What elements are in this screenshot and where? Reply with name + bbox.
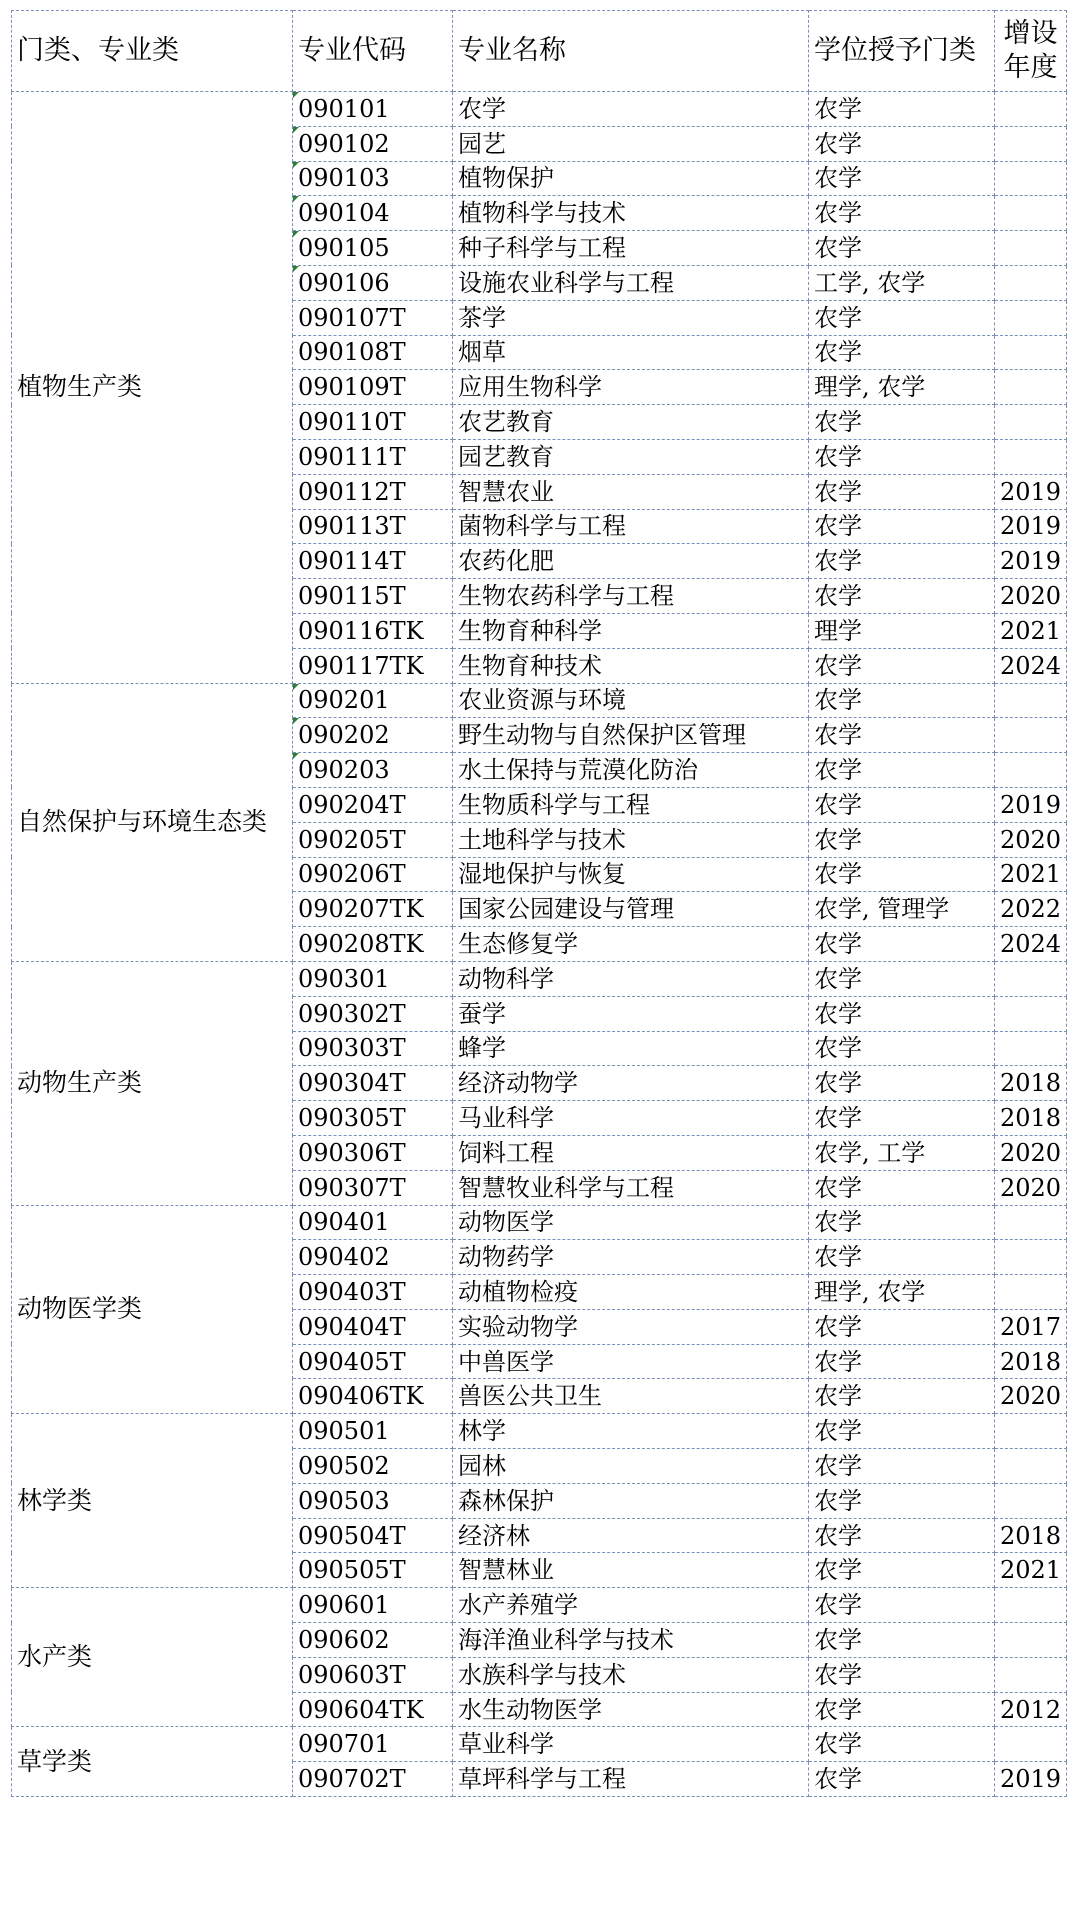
name-cell: 园艺教育 — [453, 439, 809, 474]
code-cell: 090201 — [293, 683, 453, 718]
year-cell — [995, 405, 1067, 440]
code-cell: 090603T — [293, 1657, 453, 1692]
degree-cell: 农学 — [809, 996, 995, 1031]
code-cell: 090115T — [293, 579, 453, 614]
year-cell — [995, 370, 1067, 405]
code-cell: 090604TK — [293, 1692, 453, 1727]
name-cell: 生物农药科学与工程 — [453, 579, 809, 614]
year-cell — [995, 335, 1067, 370]
year-cell — [995, 1449, 1067, 1484]
code-cell: 090504T — [293, 1518, 453, 1553]
code-cell: 090202 — [293, 718, 453, 753]
degree-cell: 农学 — [809, 1588, 995, 1623]
year-cell — [995, 996, 1067, 1031]
year-cell: 2019 — [995, 509, 1067, 544]
code-cell: 090302T — [293, 996, 453, 1031]
degree-cell: 农学 — [809, 1692, 995, 1727]
code-cell: 090303T — [293, 1031, 453, 1066]
code-cell: 090601 — [293, 1588, 453, 1623]
header-year: 增设年度 — [995, 11, 1067, 92]
code-cell: 090305T — [293, 1101, 453, 1136]
code-cell: 090402 — [293, 1240, 453, 1275]
name-cell: 饲料工程 — [453, 1135, 809, 1170]
degree-cell: 农学 — [809, 718, 995, 753]
name-cell: 生物育种科学 — [453, 613, 809, 648]
degree-cell: 农学 — [809, 1379, 995, 1414]
degree-cell: 农学 — [809, 1101, 995, 1136]
degree-cell: 农学 — [809, 1240, 995, 1275]
degree-cell: 农学 — [809, 1170, 995, 1205]
name-cell: 菌物科学与工程 — [453, 509, 809, 544]
year-cell: 2024 — [995, 927, 1067, 962]
code-cell: 090106 — [293, 265, 453, 300]
table-row — [12, 961, 1067, 996]
name-cell: 土地科学与技术 — [453, 822, 809, 857]
name-cell: 生物质科学与工程 — [453, 787, 809, 822]
year-cell: 2019 — [995, 787, 1067, 822]
year-cell — [995, 126, 1067, 161]
code-cell: 090602 — [293, 1623, 453, 1658]
name-cell: 农艺教育 — [453, 405, 809, 440]
degree-cell: 农学 — [809, 961, 995, 996]
year-cell: 2018 — [995, 1066, 1067, 1101]
degree-cell: 农学 — [809, 927, 995, 962]
code-cell: 090503 — [293, 1483, 453, 1518]
name-cell: 草业科学 — [453, 1727, 809, 1762]
degree-cell: 理学, 农学 — [809, 370, 995, 405]
degree-cell: 农学 — [809, 1344, 995, 1379]
year-cell — [995, 1588, 1067, 1623]
degree-cell: 农学 — [809, 753, 995, 788]
code-cell: 090110T — [293, 405, 453, 440]
degree-cell: 理学, 农学 — [809, 1275, 995, 1310]
year-cell: 2020 — [995, 1379, 1067, 1414]
header-category: 门类、专业类 — [12, 11, 293, 92]
year-cell — [995, 718, 1067, 753]
table-header — [12, 11, 1067, 92]
degree-cell: 农学 — [809, 196, 995, 231]
category-cell: 动物生产类 — [12, 961, 293, 1205]
year-cell — [995, 231, 1067, 266]
year-cell: 2020 — [995, 1170, 1067, 1205]
header-code: 专业代码 — [293, 11, 453, 92]
degree-cell: 农学 — [809, 335, 995, 370]
name-cell: 植物科学与技术 — [453, 196, 809, 231]
code-cell: 090207TK — [293, 892, 453, 927]
year-cell — [995, 161, 1067, 196]
code-cell: 090104 — [293, 196, 453, 231]
code-cell: 090505T — [293, 1553, 453, 1588]
degree-cell: 农学 — [809, 1449, 995, 1484]
degree-cell: 工学, 农学 — [809, 265, 995, 300]
name-cell: 园林 — [453, 1449, 809, 1484]
year-cell — [995, 1205, 1067, 1240]
degree-cell: 农学 — [809, 1205, 995, 1240]
code-cell: 090204T — [293, 787, 453, 822]
code-cell: 090401 — [293, 1205, 453, 1240]
degree-cell: 农学, 工学 — [809, 1135, 995, 1170]
header-row — [12, 11, 1067, 92]
name-cell: 林学 — [453, 1414, 809, 1449]
code-cell: 090117TK — [293, 648, 453, 683]
year-cell — [995, 1031, 1067, 1066]
header-name: 专业名称 — [453, 11, 809, 92]
year-cell: 2020 — [995, 1135, 1067, 1170]
code-cell: 090102 — [293, 126, 453, 161]
degree-cell: 农学 — [809, 509, 995, 544]
year-cell: 2021 — [995, 1553, 1067, 1588]
year-cell: 2019 — [995, 1762, 1067, 1797]
majors-table — [11, 10, 1067, 1797]
year-cell: 2019 — [995, 474, 1067, 509]
category-cell: 自然保护与环境生态类 — [12, 683, 293, 961]
degree-cell: 农学 — [809, 300, 995, 335]
name-cell: 烟草 — [453, 335, 809, 370]
degree-cell: 理学 — [809, 613, 995, 648]
code-cell: 090205T — [293, 822, 453, 857]
code-cell: 090108T — [293, 335, 453, 370]
degree-cell: 农学 — [809, 787, 995, 822]
name-cell: 农学 — [453, 92, 809, 127]
name-cell: 野生动物与自然保护区管理 — [453, 718, 809, 753]
code-cell: 090701 — [293, 1727, 453, 1762]
year-cell: 2022 — [995, 892, 1067, 927]
name-cell: 动植物检疫 — [453, 1275, 809, 1310]
year-cell — [995, 1727, 1067, 1762]
year-cell — [995, 1414, 1067, 1449]
header-degree: 学位授予门类 — [809, 11, 995, 92]
degree-cell: 农学, 管理学 — [809, 892, 995, 927]
name-cell: 湿地保护与恢复 — [453, 857, 809, 892]
code-cell: 090206T — [293, 857, 453, 892]
degree-cell: 农学 — [809, 1414, 995, 1449]
code-cell: 090114T — [293, 544, 453, 579]
year-cell: 2020 — [995, 579, 1067, 614]
degree-cell: 农学 — [809, 439, 995, 474]
year-cell — [995, 1483, 1067, 1518]
degree-cell: 农学 — [809, 1553, 995, 1588]
degree-cell: 农学 — [809, 683, 995, 718]
name-cell: 种子科学与工程 — [453, 231, 809, 266]
degree-cell: 农学 — [809, 1066, 995, 1101]
year-cell: 2018 — [995, 1518, 1067, 1553]
year-cell: 2021 — [995, 857, 1067, 892]
name-cell: 生物育种技术 — [453, 648, 809, 683]
code-cell: 090116TK — [293, 613, 453, 648]
degree-cell: 农学 — [809, 1762, 995, 1797]
name-cell: 经济动物学 — [453, 1066, 809, 1101]
year-cell: 2018 — [995, 1101, 1067, 1136]
name-cell: 马业科学 — [453, 1101, 809, 1136]
table-row — [12, 1727, 1067, 1762]
code-cell: 090109T — [293, 370, 453, 405]
name-cell: 智慧牧业科学与工程 — [453, 1170, 809, 1205]
degree-cell: 农学 — [809, 544, 995, 579]
code-cell: 090406TK — [293, 1379, 453, 1414]
table-row — [12, 1588, 1067, 1623]
table-row — [12, 92, 1067, 127]
year-cell — [995, 300, 1067, 335]
year-cell: 2019 — [995, 544, 1067, 579]
code-cell: 090501 — [293, 1414, 453, 1449]
code-cell: 090405T — [293, 1344, 453, 1379]
name-cell: 中兽医学 — [453, 1344, 809, 1379]
name-cell: 实验动物学 — [453, 1309, 809, 1344]
degree-cell: 农学 — [809, 1031, 995, 1066]
year-cell — [995, 439, 1067, 474]
name-cell: 智慧林业 — [453, 1553, 809, 1588]
code-cell: 090403T — [293, 1275, 453, 1310]
code-cell: 090203 — [293, 753, 453, 788]
name-cell: 园艺 — [453, 126, 809, 161]
code-cell: 090113T — [293, 509, 453, 544]
year-cell: 2024 — [995, 648, 1067, 683]
table-row — [12, 1414, 1067, 1449]
category-cell: 植物生产类 — [12, 92, 293, 684]
code-cell: 090702T — [293, 1762, 453, 1797]
degree-cell: 农学 — [809, 1518, 995, 1553]
name-cell: 动物医学 — [453, 1205, 809, 1240]
degree-cell: 农学 — [809, 857, 995, 892]
degree-cell: 农学 — [809, 822, 995, 857]
table-body — [12, 92, 1067, 1797]
code-cell: 090307T — [293, 1170, 453, 1205]
name-cell: 海洋渔业科学与技术 — [453, 1623, 809, 1658]
name-cell: 蜂学 — [453, 1031, 809, 1066]
year-cell: 2012 — [995, 1692, 1067, 1727]
code-cell: 090101 — [293, 92, 453, 127]
code-cell: 090103 — [293, 161, 453, 196]
degree-cell: 农学 — [809, 1623, 995, 1658]
year-cell — [995, 1275, 1067, 1310]
name-cell: 国家公园建设与管理 — [453, 892, 809, 927]
year-cell: 2020 — [995, 822, 1067, 857]
year-cell — [995, 683, 1067, 718]
category-cell: 林学类 — [12, 1414, 293, 1588]
name-cell: 应用生物科学 — [453, 370, 809, 405]
code-cell: 090304T — [293, 1066, 453, 1101]
degree-cell: 农学 — [809, 126, 995, 161]
name-cell: 森林保护 — [453, 1483, 809, 1518]
name-cell: 水生动物医学 — [453, 1692, 809, 1727]
name-cell: 动物科学 — [453, 961, 809, 996]
category-cell: 动物医学类 — [12, 1205, 293, 1414]
name-cell: 经济林 — [453, 1518, 809, 1553]
name-cell: 兽医公共卫生 — [453, 1379, 809, 1414]
degree-cell: 农学 — [809, 579, 995, 614]
name-cell: 农业资源与环境 — [453, 683, 809, 718]
year-cell — [995, 1623, 1067, 1658]
degree-cell: 农学 — [809, 1727, 995, 1762]
name-cell: 动物药学 — [453, 1240, 809, 1275]
category-cell: 水产类 — [12, 1588, 293, 1727]
name-cell: 设施农业科学与工程 — [453, 265, 809, 300]
name-cell: 生态修复学 — [453, 927, 809, 962]
year-cell: 2017 — [995, 1309, 1067, 1344]
year-cell — [995, 1657, 1067, 1692]
code-cell: 090107T — [293, 300, 453, 335]
year-cell — [995, 265, 1067, 300]
code-cell: 090105 — [293, 231, 453, 266]
year-cell: 2018 — [995, 1344, 1067, 1379]
name-cell: 蚕学 — [453, 996, 809, 1031]
name-cell: 植物保护 — [453, 161, 809, 196]
year-cell — [995, 92, 1067, 127]
year-cell — [995, 196, 1067, 231]
name-cell: 水族科学与技术 — [453, 1657, 809, 1692]
degree-cell: 农学 — [809, 405, 995, 440]
degree-cell: 农学 — [809, 1309, 995, 1344]
degree-cell: 农学 — [809, 474, 995, 509]
name-cell: 智慧农业 — [453, 474, 809, 509]
degree-cell: 农学 — [809, 648, 995, 683]
table-row — [12, 1205, 1067, 1240]
degree-cell: 农学 — [809, 1483, 995, 1518]
code-cell: 090502 — [293, 1449, 453, 1484]
code-cell: 090404T — [293, 1309, 453, 1344]
name-cell: 水土保持与荒漠化防治 — [453, 753, 809, 788]
code-cell: 090112T — [293, 474, 453, 509]
name-cell: 农药化肥 — [453, 544, 809, 579]
code-cell: 090111T — [293, 439, 453, 474]
name-cell: 水产养殖学 — [453, 1588, 809, 1623]
code-cell: 090208TK — [293, 927, 453, 962]
name-cell: 草坪科学与工程 — [453, 1762, 809, 1797]
degree-cell: 农学 — [809, 92, 995, 127]
code-cell: 090301 — [293, 961, 453, 996]
name-cell: 茶学 — [453, 300, 809, 335]
year-cell — [995, 1240, 1067, 1275]
year-cell — [995, 961, 1067, 996]
degree-cell: 农学 — [809, 1657, 995, 1692]
degree-cell: 农学 — [809, 231, 995, 266]
year-cell: 2021 — [995, 613, 1067, 648]
degree-cell: 农学 — [809, 161, 995, 196]
year-cell — [995, 753, 1067, 788]
category-cell: 草学类 — [12, 1727, 293, 1797]
code-cell: 090306T — [293, 1135, 453, 1170]
table-row — [12, 683, 1067, 718]
